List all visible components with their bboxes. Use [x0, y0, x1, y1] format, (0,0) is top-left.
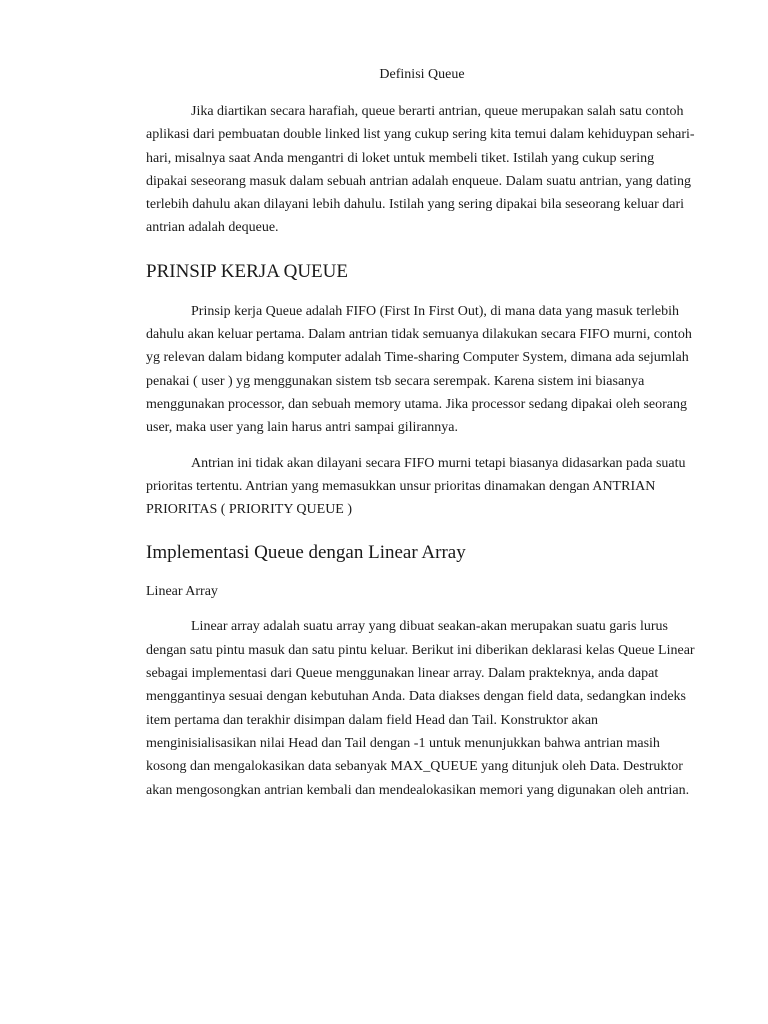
linear-array-paragraph: Linear array adalah suatu array yang dibuat seakan-akan merupakan suatu garis lurus dengan satu pintu masuk dan satu pintu keluar. Berikut ini diberikan deklarasi kelas Queue Linear sebagai implementasi dari Queue menggunakan linear array. Dalam prakteknya, anda dapat menggantinya sesuai dengan kebutuhan Anda. Data diakses dengan field data, sedangkan indeks item pertama dan terakhir disimpan dalam field Head dan Tail. Konstruktor akan menginisialisasikan nilai Head dan Tail dengan -1 untuk menunjukkan bahwa antrian masih kosong dan mengalokasikan data sebanyak MAX_QUEUE yang ditunjuk oleh Data. Destruktor akan mengosongkan antrian kembali dan mendealokasikan memori yang digunakan oleh antrian. — [146, 619, 695, 798]
prinsip-paragraph-2: Antrian ini tidak akan dilayani secara FIFO murni tetapi biasanya didasarkan pada suatu prioritas tertentu. Antrian yang memasukkan unsur prioritas dinamakan dengan ANTRIAN PRIORITAS ( PRIORITY QUEUE ) — [146, 455, 686, 518]
document-page — [146, 64, 698, 814]
intro-paragraph: Jika diartikan secara harafiah, queue berarti antrian, queue merupakan salah satu contoh aplikasi dari pembuatan double linked list yang cukup sering kita temui dalam kehiduypan sehari-hari, misalnya saat Anda mengantri di loket untuk membeli tiket. Istilah yang cukup sering dipakai seseorang masuk dalam sebuah antrian adalah enqueue. Dalam suatu antrian, yang dating terlebih dahulu akan dilayani lebih dahulu. Istilah yang sering dipakai bila seseorang keluar dari antrian adalah dequeue. — [146, 104, 695, 236]
document-title: Definisi Queue — [379, 67, 465, 82]
prinsip-paragraph-1: Prinsip kerja Queue adalah FIFO (First In First Out), di mana data yang masuk terlebih dahulu akan keluar pertama. Dalam antrian tidak semuanya dilakukan secara FIFO murni, contoh yg relevan dalam bidang komputer adalah Time-sharing Computer System, dimana ada sejumlah penakai ( user ) yg menggunakan sistem tsb secara serempak. Karena sistem ini biasanya menggunakan processor, dan sebuah memory utama. Jika processor sedang dipakai oleh seorang user, maka user yang lain harus antri sampai gilirannya. — [146, 303, 692, 436]
section-heading-prinsip-kerja: PRINSIP KERJA QUEUE — [146, 260, 348, 282]
subheading-linear-array: Linear Array — [146, 584, 218, 600]
section-heading-implementasi: Implementasi Queue dengan Linear Array — [146, 542, 466, 564]
